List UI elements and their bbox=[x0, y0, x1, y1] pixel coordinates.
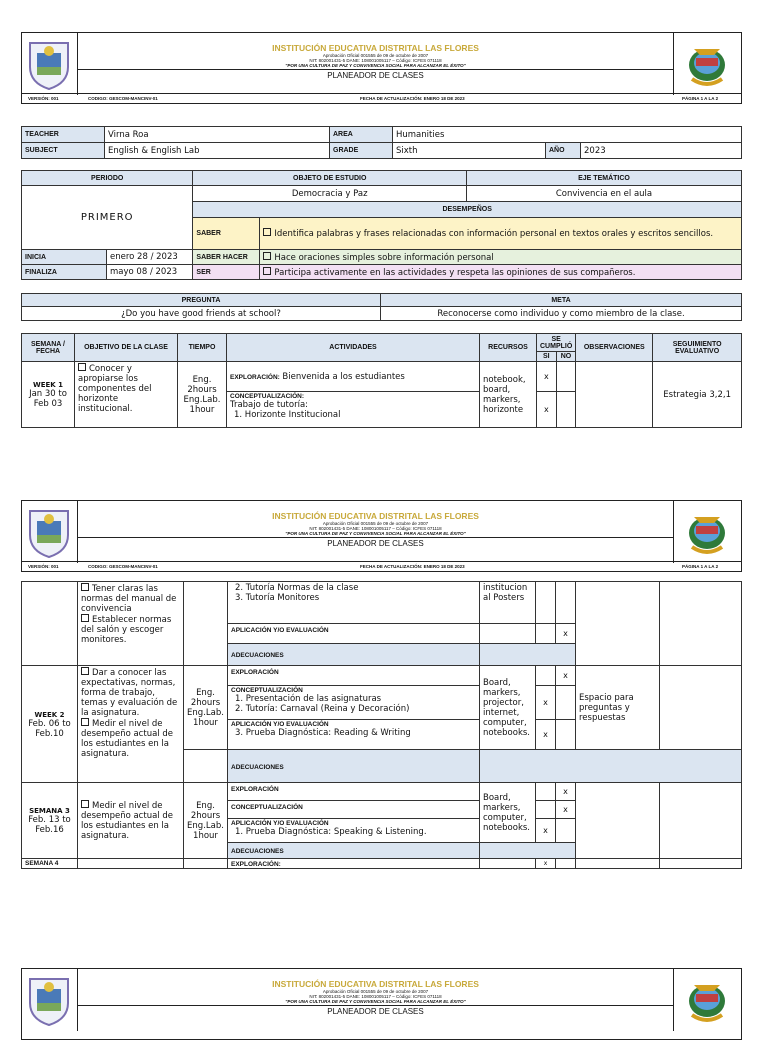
week2-adecuaciones: ADECUACIONES bbox=[228, 750, 480, 783]
week3-cell: SEMANA 3 Feb. 13 to Feb.16 bbox=[22, 783, 78, 859]
saber-label: SABER bbox=[193, 218, 260, 250]
institution-name: INSTITUCIÓN EDUCATIVA DISTRITAL LAS FLORES bbox=[272, 979, 479, 989]
page-number: PÁGINA 1 A LA 2 bbox=[682, 96, 719, 101]
cont-objective: Tener claras las normas del manual de convivencia Establecer normas del salón y escoger monitores. bbox=[78, 582, 184, 666]
inicia-label: INICIA bbox=[22, 250, 107, 265]
checkbox-icon bbox=[81, 614, 89, 622]
year-label: AÑO bbox=[546, 143, 581, 159]
week2-time: Eng. 2hours Eng.Lab. 1hour bbox=[184, 666, 228, 750]
school-crest-logo bbox=[22, 501, 78, 563]
nit-line: NIT: 802001431-5 DANE: 108001005117 – Código: ICFES 071118 bbox=[309, 58, 442, 63]
week1-cell: WEEK 1 Jan 30 to Feb 03 bbox=[22, 362, 75, 428]
motto: "POR UNA CULTURA DE PAZ Y CONVIVENCIA SOCIAL PARA ALCANZAR EL ÉXITO" bbox=[78, 531, 673, 538]
col-observaciones: OBSERVACIONES bbox=[576, 334, 653, 362]
week2-aplicacion: APLICACIÓN Y/O EVALUACIÓN 3. Prueba Diagnóstica: Reading & Writing bbox=[228, 720, 480, 750]
checkbox-icon bbox=[81, 718, 89, 726]
periodo-label: PERIODO bbox=[22, 171, 193, 186]
header-meta-bar bbox=[22, 93, 741, 103]
checkbox-icon bbox=[81, 583, 89, 591]
ser-label: SER bbox=[193, 265, 260, 280]
col-cumplio: SE CUMPLIÓ bbox=[537, 334, 576, 352]
document-title: PLANEADOR DE CLASES bbox=[327, 71, 424, 80]
week3-objective: Medir el nivel de desempeño actual de los estudiantes en la asignatura. bbox=[78, 783, 184, 859]
motto: "POR UNA CULTURA DE PAZ Y CONVIVENCIA SOCIAL PARA ALCANZAR EL ÉXITO" bbox=[78, 63, 673, 70]
inicia-value: enero 28 / 2023 bbox=[107, 250, 193, 265]
week3-time: Eng. 2hours Eng.Lab. 1hour bbox=[184, 783, 228, 859]
col-seguimiento: SEGUIMIENTO EVALUATIVO bbox=[653, 334, 742, 362]
week2-resources: Board, markers, projector, internet, computer, notebooks. bbox=[480, 666, 536, 750]
checkbox-icon bbox=[81, 800, 89, 808]
school-crest-logo bbox=[22, 33, 78, 95]
document-header-p3: INSTITUCIÓN EDUCATIVA DISTRITAL LAS FLORES Aprobación Oficial 001555 de 09 de octubre de 2007 NIT: 802001431-5 DANE: 108001005117 – Código: ICFES 071118 "POR UNA CULTURA DE PAZ Y CONVIVENCIA SOCIAL PARA ALCANZAR EL ÉXITO" PLANEADOR DE CLASES bbox=[21, 968, 742, 1040]
teacher-info-table bbox=[21, 126, 742, 159]
week1-conceptualizacion: CONCEPTUALIZACIÓN: Trabajo de tutoría: 1. Horizonte Institucional bbox=[227, 392, 480, 428]
finaliza-label: FINALIZA bbox=[22, 265, 107, 280]
approval-line: Aprobación Oficial 001555 de 09 de octubre de 2007 bbox=[322, 53, 429, 58]
week3-aplicacion: APLICACIÓN Y/O EVALUACIÓN 1. Prueba Diagnóstica: Speaking & Listening. bbox=[228, 819, 480, 843]
week3-si: x bbox=[536, 819, 556, 843]
week3-resources: Board, markers, computer, notebooks. bbox=[480, 783, 536, 843]
week1-exploracion: EXPLORACIÓN: Bienvenida a los estudiantes bbox=[227, 362, 480, 392]
teacher-label: TEACHER bbox=[22, 127, 105, 143]
week1-observations bbox=[576, 362, 653, 428]
week3-no-2: x bbox=[556, 801, 576, 819]
week1-si-1: x bbox=[537, 362, 557, 392]
week2-no: x bbox=[556, 666, 576, 686]
week4-cell: SEMANA 4 bbox=[22, 859, 78, 869]
col-semana: SEMANA / FECHA bbox=[22, 334, 75, 362]
document-title: PLANEADOR DE CLASES bbox=[327, 539, 424, 548]
col-si: SI bbox=[537, 352, 557, 362]
col-tiempo: TIEMPO bbox=[178, 334, 227, 362]
saber-value: Identifica palabras y frases relacionadas con información personal en textos orales y escritos sencillos. bbox=[260, 218, 742, 250]
col-recursos: RECURSOS bbox=[480, 334, 537, 362]
desempenos-label: DESEMPEÑOS bbox=[193, 202, 742, 218]
cont-no: x bbox=[556, 624, 576, 644]
area-value: Humanities bbox=[393, 127, 742, 143]
grade-value: Sixth bbox=[393, 143, 546, 159]
document-header-p2 bbox=[21, 500, 742, 572]
week2-exploracion: EXPLORACIÓN bbox=[228, 666, 480, 686]
ser-value: Participa activamente en las actividades y respeta las opiniones de sus compañeros. bbox=[260, 265, 742, 280]
week1-seguimiento: Estrategia 3,2,1 bbox=[653, 362, 742, 428]
meta-label: META bbox=[381, 294, 742, 307]
cont-resources: institucion al Posters bbox=[480, 582, 536, 624]
lesson-plan-table-p2 bbox=[21, 581, 742, 869]
week3-no-1: x bbox=[556, 783, 576, 801]
city-seal-logo bbox=[673, 969, 741, 1031]
grade-label: GRADE bbox=[330, 143, 393, 159]
approval-line: Aprobación Oficial 001555 de 09 de octubre de 2007 bbox=[322, 521, 429, 526]
week2-si-1: x bbox=[536, 686, 556, 720]
week2-cell: WEEK 2 Feb. 06 to Feb.10 bbox=[22, 666, 78, 783]
week1-si-2: x bbox=[537, 392, 557, 428]
checkbox-icon bbox=[78, 363, 86, 371]
update-date: FECHA DE ACTUALIZACIÓN: ENERO 18 DE 2023 bbox=[360, 96, 465, 101]
saberhacer-value: Hace oraciones simples sobre información personal bbox=[260, 250, 742, 265]
week1-resources: notebook, board, markers, horizonte bbox=[480, 362, 537, 428]
code: CODIGO: GESCOM-MANCINV-01 bbox=[88, 96, 158, 101]
school-crest-logo bbox=[22, 969, 78, 1031]
institution-name: INSTITUCIÓN EDUCATIVA DISTRITAL LAS FLORES bbox=[272, 43, 479, 53]
week2-conceptualizacion: CONCEPTUALIZACIÓN 1. Presentación de las asignaturas 2. Tutoría: Carnaval (Reina y Decoración) bbox=[228, 686, 480, 720]
week2-observations: Espacio para preguntas y respuestas bbox=[576, 666, 660, 750]
institution-name: INSTITUCIÓN EDUCATIVA DISTRITAL LAS FLORES bbox=[272, 511, 479, 521]
cont-adecuaciones: ADECUACIONES bbox=[228, 644, 480, 666]
version: VERSIÓN: 001 bbox=[28, 96, 59, 101]
city-seal-logo bbox=[673, 33, 741, 95]
col-actividades: ACTIVIDADES bbox=[227, 334, 480, 362]
header-meta-bar: VERSIÓN: 001 CODIGO: GESCOM-MANCINV-01 FECHA DE ACTUALIZACIÓN: ENERO 18 DE 2023 PÁGINA 1 A LA 2 bbox=[22, 561, 741, 571]
periodo-value: PRIMERO bbox=[22, 186, 193, 250]
year-value: 2023 bbox=[581, 143, 742, 159]
eje-label: EJE TEMÁTICO bbox=[467, 171, 742, 186]
cont-aplicacion: APLICACIÓN Y/O EVALUACIÓN bbox=[228, 624, 480, 644]
week1-time: Eng. 2hours Eng.Lab. 1hour bbox=[178, 362, 227, 428]
checkbox-icon bbox=[263, 252, 271, 260]
pregunta-value: ¿Do you have good friends at school? bbox=[22, 307, 381, 321]
meta-value: Reconocerse como individuo y como miembro de la clase. bbox=[381, 307, 742, 321]
week2-objective: Dar a conocer las expectativas, normas, forma de trabajo, temas y evaluación de la asignatura. Medir el nivel de desempeño actual de los estudiantes en la asignatura. bbox=[78, 666, 184, 783]
objeto-label: OBJETO DE ESTUDIO bbox=[193, 171, 467, 186]
week4-si: x bbox=[536, 859, 556, 869]
pregunta-label: PREGUNTA bbox=[22, 294, 381, 307]
checkbox-icon bbox=[263, 267, 271, 275]
finaliza-value: mayo 08 / 2023 bbox=[107, 265, 193, 280]
document-header bbox=[21, 32, 742, 104]
area-label: AREA bbox=[330, 127, 393, 143]
col-objetivo: OBJETIVO DE LA CLASE bbox=[75, 334, 178, 362]
subject-value: English & English Lab bbox=[105, 143, 330, 159]
objeto-value: Democracia y Paz bbox=[193, 186, 467, 202]
cont-activities: 2. Tutoría Normas de la clase 3. Tutoría Monitores bbox=[228, 582, 480, 624]
eje-value: Convivencia en el aula bbox=[467, 186, 742, 202]
week4-exploracion: EXPLORACIÓN: bbox=[228, 859, 480, 869]
city-seal-logo bbox=[673, 501, 741, 563]
col-no: NO bbox=[556, 352, 576, 362]
week1-objective: Conocer y apropiarse los componentes del horizonte institucional. bbox=[75, 362, 178, 428]
period-table bbox=[21, 170, 742, 280]
teacher-value: Virna Roa bbox=[105, 127, 330, 143]
checkbox-icon bbox=[263, 228, 271, 236]
subject-label: SUBJECT bbox=[22, 143, 105, 159]
checkbox-icon bbox=[81, 667, 89, 675]
saberhacer-label: SABER HACER bbox=[193, 250, 260, 265]
document-title: PLANEADOR DE CLASES bbox=[327, 1007, 424, 1016]
lesson-plan-table bbox=[21, 333, 742, 428]
week3-conceptualizacion: CONCEPTUALIZACIÓN bbox=[228, 801, 480, 819]
week3-exploracion: EXPLORACIÓN bbox=[228, 783, 480, 801]
week2-si-2: x bbox=[536, 720, 556, 750]
question-table bbox=[21, 293, 742, 321]
week3-adecuaciones: ADECUACIONES bbox=[228, 843, 480, 859]
nit-line: NIT: 802001431-5 DANE: 108001005117 – Código: ICFES 071118 bbox=[309, 526, 442, 531]
